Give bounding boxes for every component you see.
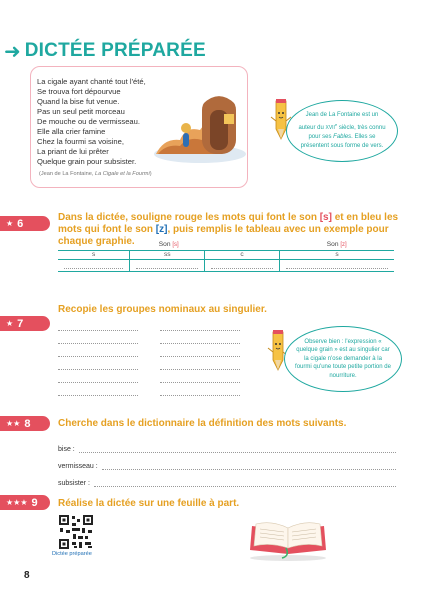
sounds-table bbox=[58, 240, 394, 282]
exercise-number: 7 bbox=[17, 317, 24, 330]
poem-line: La cigale ayant chanté tout l'été, bbox=[37, 77, 146, 86]
star-icon: ★★★ bbox=[6, 498, 28, 507]
answer-line[interactable] bbox=[160, 344, 240, 357]
answer-line[interactable] bbox=[58, 331, 138, 344]
poem-line: Pas un seul petit morceau bbox=[37, 107, 125, 116]
table-answer-cell[interactable] bbox=[279, 259, 394, 271]
star-icon: ★ bbox=[6, 219, 14, 228]
answer-line[interactable] bbox=[58, 318, 138, 331]
star-icon: ★★ bbox=[6, 419, 21, 428]
qr-code-icon[interactable] bbox=[58, 514, 94, 550]
poem-line: Chez la fourmi sa voisine, bbox=[37, 137, 124, 146]
table-answer-cell[interactable] bbox=[58, 259, 130, 271]
bubble-text: Observe bien : l'expression « quelque grain » est au singulier car la cigale n'ose demander à la fourmi qu'une toute petite portion de nourriture. bbox=[295, 338, 391, 379]
poem-line: Quand la bise fut venue. bbox=[37, 97, 120, 106]
table-graphie: c bbox=[205, 250, 280, 259]
definition-field-vermisseau[interactable]: vermisseau : bbox=[58, 453, 396, 470]
page-number: 8 bbox=[24, 570, 30, 581]
answer-line[interactable] bbox=[160, 357, 240, 370]
table-graphie: s bbox=[279, 250, 394, 259]
table-answer-cell[interactable] bbox=[205, 259, 280, 271]
answer-lines-column-1 bbox=[58, 318, 138, 396]
answer-line[interactable] bbox=[58, 370, 138, 383]
answer-line[interactable] bbox=[160, 383, 240, 396]
poem-line: Elle alla crier famine bbox=[37, 127, 106, 136]
table-header-son-z: Son [z] bbox=[279, 240, 394, 250]
poem-text bbox=[37, 77, 146, 167]
info-bubble-la-fontaine bbox=[286, 100, 398, 162]
definition-fields bbox=[58, 436, 396, 487]
table-graphie: ss bbox=[130, 250, 205, 259]
poem-line: De mouche ou de vermisseau. bbox=[37, 117, 140, 126]
exercise-8-instruction: Cherche dans le dictionnaire la définition des mots suivants. bbox=[58, 418, 347, 429]
exercise-number: 9 bbox=[31, 496, 38, 509]
exercise-6-instruction: Dans la dictée, souligne rouge les mots qui font le son [s] et en bleu les mots qui font le son [z], puis remplis le tableau avec un exemple pour chaque graphie. bbox=[58, 212, 399, 247]
exercise-8-badge bbox=[0, 416, 50, 431]
exercise-7-instruction: Recopie les groupes nominaux au singulier. bbox=[58, 304, 267, 315]
qr-code-label[interactable]: Dictée préparée bbox=[52, 551, 92, 557]
answer-line[interactable] bbox=[160, 318, 240, 331]
page-title: DICTÉE PRÉPARÉE bbox=[24, 40, 206, 61]
exercise-9-instruction: Réalise la dictée sur une feuille à part. bbox=[58, 498, 240, 509]
section-header bbox=[4, 40, 206, 62]
answer-line[interactable] bbox=[58, 383, 138, 396]
answer-line[interactable] bbox=[160, 370, 240, 383]
table-header-son-s: Son [s] bbox=[58, 240, 279, 250]
answer-line[interactable] bbox=[160, 331, 240, 344]
table-graphie: s bbox=[58, 250, 130, 259]
table-answer-cell[interactable] bbox=[130, 259, 205, 271]
open-book-icon bbox=[246, 516, 330, 562]
exercise-number: 6 bbox=[17, 217, 24, 230]
exercise-7-badge bbox=[0, 316, 50, 331]
answer-line[interactable] bbox=[58, 357, 138, 370]
info-bubble-quelque-grain bbox=[284, 326, 402, 392]
poem-line: La priant de lui prêter bbox=[37, 147, 109, 156]
exercise-6-badge bbox=[0, 216, 50, 231]
poem-line: Se trouva fort dépourvue bbox=[37, 87, 121, 96]
answer-line[interactable] bbox=[58, 344, 138, 357]
exercise-9-badge bbox=[0, 495, 50, 510]
star-icon: ★ bbox=[6, 319, 14, 328]
definition-field-subsister[interactable]: subsister : bbox=[58, 470, 396, 487]
poem-source: (Jean de La Fontaine, La Cigale et la Fourmi) bbox=[39, 171, 152, 177]
definition-field-bise[interactable]: bise : bbox=[58, 436, 396, 453]
cigale-fourmi-illustration bbox=[150, 88, 246, 166]
poem-line: Quelque grain pour subsister. bbox=[37, 157, 137, 166]
answer-lines-column-2 bbox=[160, 318, 240, 396]
exercise-number: 8 bbox=[24, 417, 31, 430]
arrow-right-icon: ➜ bbox=[4, 39, 21, 63]
bubble-text: Jean de La Fontaine est un auteur du XVIIe siècle, très connu pour ses Fables. Elles se présentent sous forme de vers. bbox=[298, 112, 386, 149]
